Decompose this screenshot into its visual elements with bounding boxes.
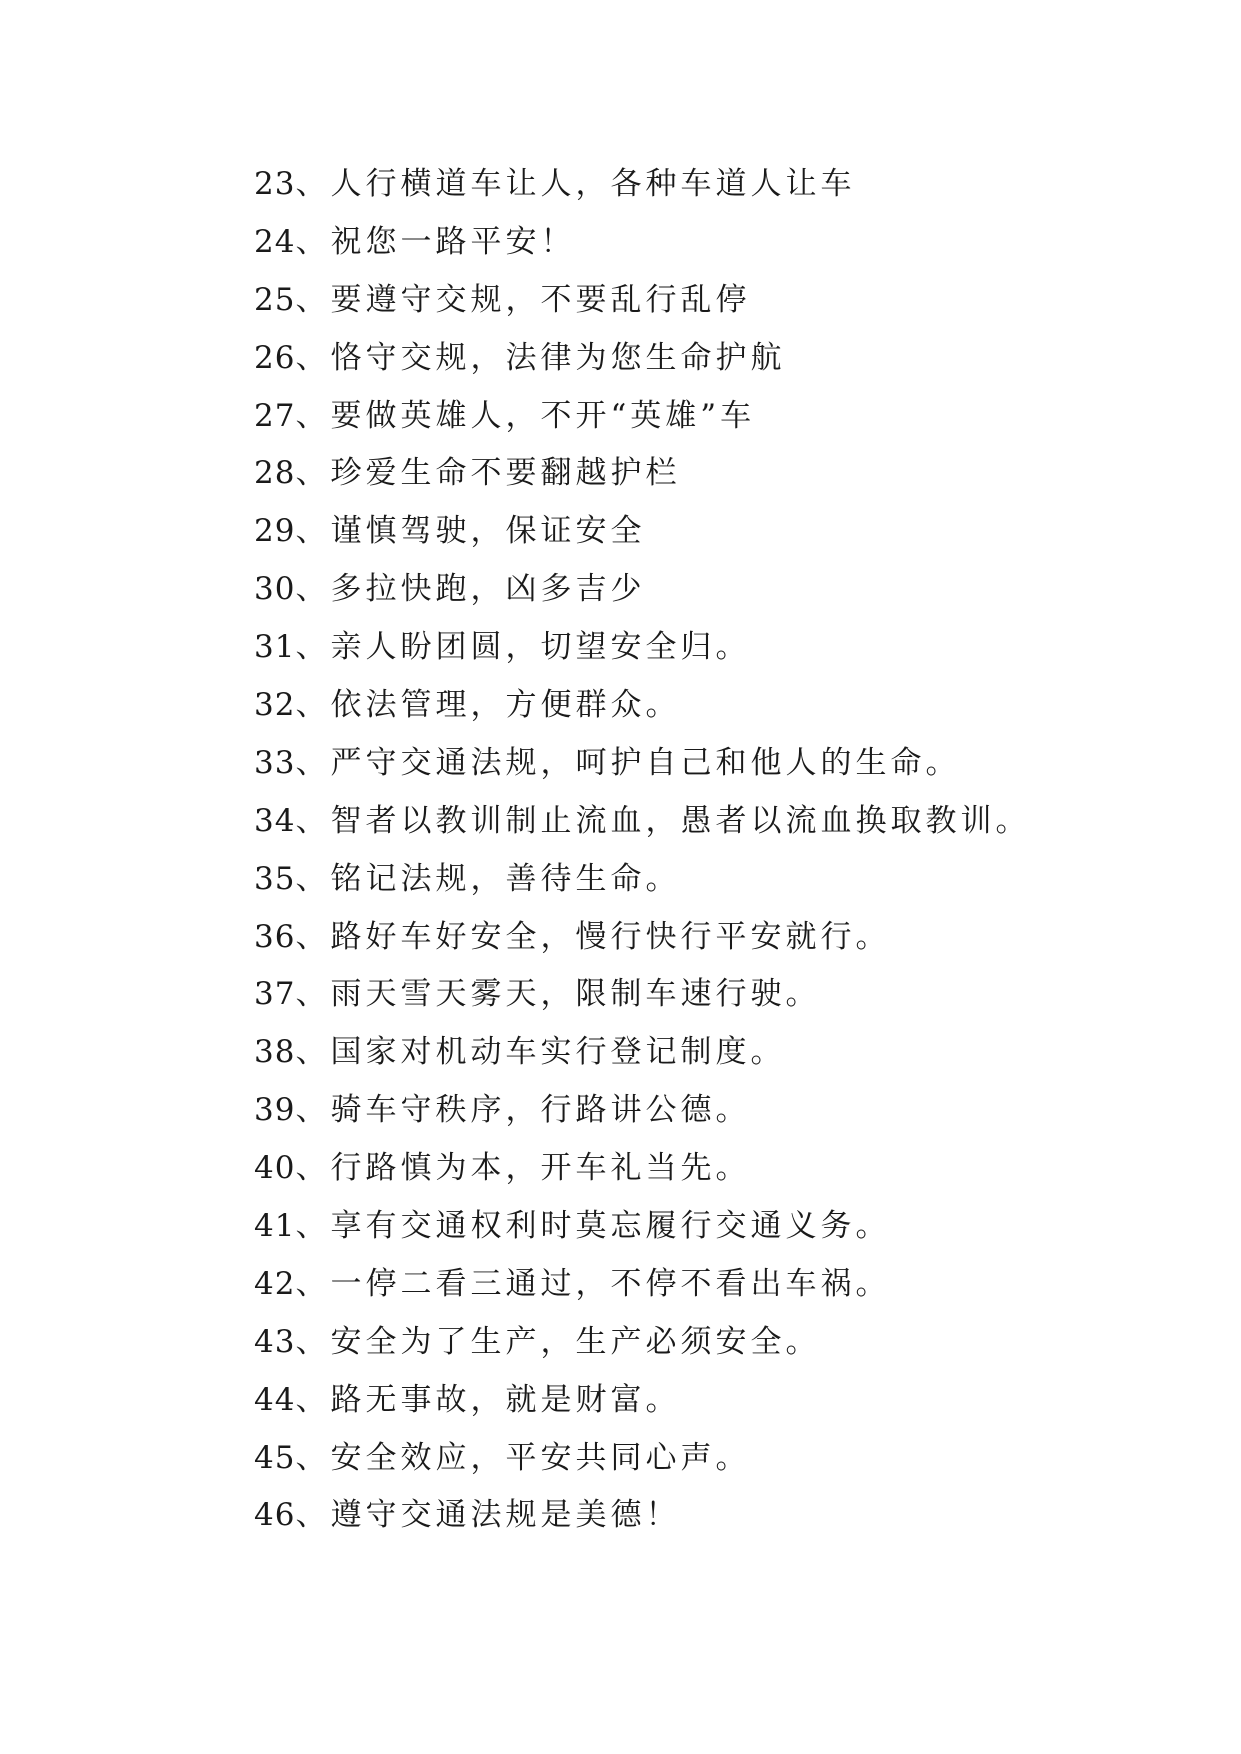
list-item [254, 677, 1030, 735]
item-text: 、严守交通法规，呵护自己和他人的生命。 [295, 744, 961, 781]
item-text: 、祝您一路平安！ [295, 223, 576, 260]
item-number: 41 [254, 1208, 296, 1245]
list-item [254, 1314, 1030, 1372]
item-text: 、一停二看三通过，不停不看出车祸。 [295, 1265, 891, 1302]
item-text: 、路无事故，就是财富。 [295, 1381, 681, 1418]
list-item [254, 272, 1030, 330]
item-number: 32 [254, 687, 296, 724]
list-item [254, 214, 1030, 272]
list-item [254, 330, 1030, 388]
list-item [254, 966, 1030, 1024]
item-text: 、智者以教训制止流血，愚者以流血换取教训。 [295, 802, 1031, 839]
item-text: 、珍爱生命不要翻越护栏 [295, 455, 681, 492]
item-number: 23 [254, 166, 296, 202]
item-number: 28 [254, 455, 296, 492]
list-item [254, 503, 1030, 561]
list-item [254, 1140, 1030, 1198]
item-text: 、路好车好安全，慢行快行平安就行。 [295, 918, 891, 955]
item-number: 42 [254, 1265, 296, 1302]
list-item [254, 388, 1030, 446]
item-text: 、国家对机动车实行登记制度。 [295, 1034, 786, 1071]
item-number: 45 [254, 1439, 296, 1476]
item-number: 27 [254, 397, 296, 434]
list-item [254, 735, 1030, 793]
item-number: 36 [254, 918, 296, 955]
list-item [254, 1430, 1030, 1488]
list-item [254, 1487, 1030, 1545]
item-number: 40 [254, 1150, 296, 1187]
item-text: 、骑车守秩序，行路讲公德。 [295, 1092, 751, 1129]
list-item [254, 851, 1030, 909]
item-number: 30 [254, 571, 296, 608]
list-item [254, 1256, 1030, 1314]
item-text: 、要遵守交规，不要乱行乱停 [295, 281, 751, 318]
list-item [254, 1198, 1030, 1256]
item-text: 、要做英雄人，不开“英雄”车 [295, 397, 756, 434]
item-number: 31 [254, 629, 296, 666]
item-number: 26 [254, 339, 296, 376]
item-text: 、安全为了生产，生产必须安全。 [295, 1323, 821, 1360]
list-item [254, 1024, 1030, 1082]
item-text: 、依法管理，方便群众。 [295, 687, 681, 724]
item-number: 43 [254, 1323, 296, 1360]
list-item [254, 445, 1030, 503]
item-text: 、恪守交规，法律为您生命护航 [295, 339, 786, 376]
item-text: 、行路慎为本，开车礼当先。 [295, 1150, 751, 1187]
item-text: 、铭记法规，善待生命。 [295, 860, 681, 897]
list-item [254, 793, 1030, 851]
item-number: 38 [254, 1034, 296, 1071]
list-item [254, 1082, 1030, 1140]
item-number: 24 [254, 223, 296, 260]
item-number: 44 [254, 1381, 296, 1418]
item-number: 46 [254, 1497, 296, 1534]
list-item [254, 561, 1030, 619]
item-number: 25 [254, 281, 296, 318]
item-number: 35 [254, 860, 296, 897]
item-number: 29 [254, 513, 296, 550]
item-text: 、谨慎驾驶，保证安全 [295, 513, 646, 550]
list-item [254, 909, 1030, 967]
item-number: 33 [254, 744, 296, 781]
item-text: 、安全效应，平安共同心声。 [295, 1439, 751, 1476]
item-text: 、人行横道车让人，各种车道人让车 [295, 166, 856, 202]
item-text: 、享有交通权利时莫忘履行交通义务。 [295, 1208, 891, 1245]
item-number: 34 [254, 802, 296, 839]
slogan-list [254, 156, 1030, 1545]
item-number: 39 [254, 1092, 296, 1129]
item-number: 37 [254, 976, 296, 1013]
item-text: 、亲人盼团圆，切望安全归。 [295, 629, 751, 666]
item-text: 、遵守交通法规是美德！ [295, 1497, 681, 1534]
list-item [254, 1372, 1030, 1430]
list-item [254, 156, 1030, 214]
item-text: 、雨天雪天雾天，限制车速行驶。 [295, 976, 821, 1013]
list-item [254, 619, 1030, 677]
item-text: 、多拉快跑，凶多吉少 [295, 571, 646, 608]
